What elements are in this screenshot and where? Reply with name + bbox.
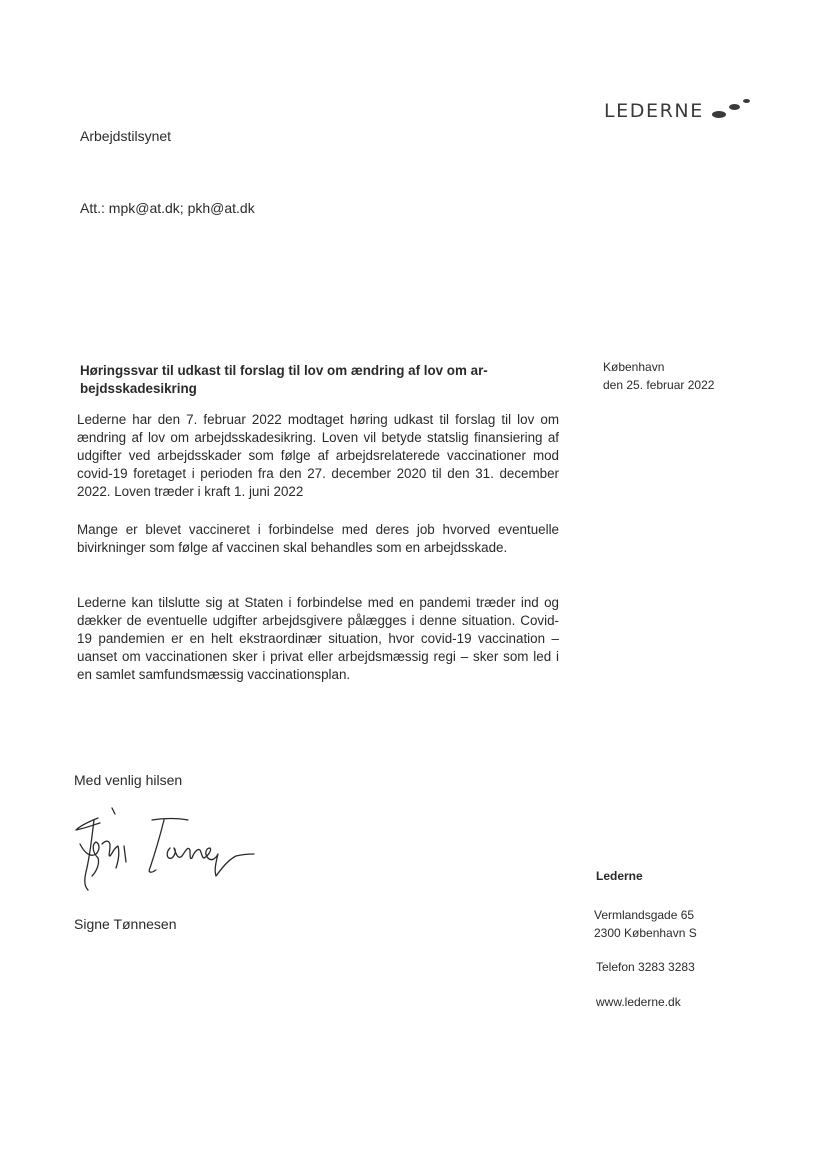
sender-city: 2300 København S <box>594 926 697 940</box>
subject-line-1: Høringssvar til udkast til forslag til lov om ændring af lov om ar- <box>80 363 488 378</box>
place-date <box>603 358 714 394</box>
sender-website: www.lederne.dk <box>596 995 681 1009</box>
signer-name: Signe Tønnesen <box>74 916 177 932</box>
logo-wordmark: LEDERNE <box>604 100 704 122</box>
logo-dots-icon <box>708 96 754 126</box>
recipient: Arbejdstilsynet <box>80 128 172 144</box>
subject-line-2: bejdsskadesikring <box>80 381 197 396</box>
sender-street: Vermlandsgade 65 <box>594 908 695 922</box>
body-paragraph-1: Lederne har den 7. februar 2022 modtaget høring udkast til forslag til lov om ændring af lov om arbejdsskadesikring. Loven vil betyde statslig finansiering af udgifter ved arbejdsskader som følge af arbejdsrelaterede vaccinationer mod covid-19 foretaget i perioden fra den 27. december 2020 til den 31. december 2022. Loven træder i kraft 1. juni 2022 <box>77 412 559 499</box>
sender-name: Lederne <box>596 869 643 883</box>
sender-address <box>594 906 697 942</box>
place: København <box>603 360 665 374</box>
subject-heading <box>80 362 550 398</box>
body-paragraph-3: Lederne kan tilslutte sig at Staten i forbindelse med en pandemi træder ind og dækker de eventuelle udgifter arbejdsgivere pålægges i denne situation. Covid-19 pandemien er en helt ekstraordinær situation, hvor covid-19 vaccination – uanset om vaccinationen sker i privat eller arbejdsmæssig regi – sker som led i en samlet samfundsmæssig vaccinationsplan. <box>77 595 559 682</box>
company-logo <box>604 96 754 126</box>
body-paragraph-2: Mange er blevet vaccineret i forbindelse med deres job hvorved eventuelle bivirkninger som følge af vaccinen skal behandles som en arbejdsskade. <box>77 522 559 555</box>
handwritten-signature <box>66 806 256 898</box>
closing-greeting: Med venlig hilsen <box>74 772 183 788</box>
sender-phone: Telefon 3283 3283 <box>596 960 695 974</box>
date: den 25. februar 2022 <box>603 378 715 392</box>
attention-line: Att.: mpk@at.dk; pkh@at.dk <box>80 200 255 216</box>
